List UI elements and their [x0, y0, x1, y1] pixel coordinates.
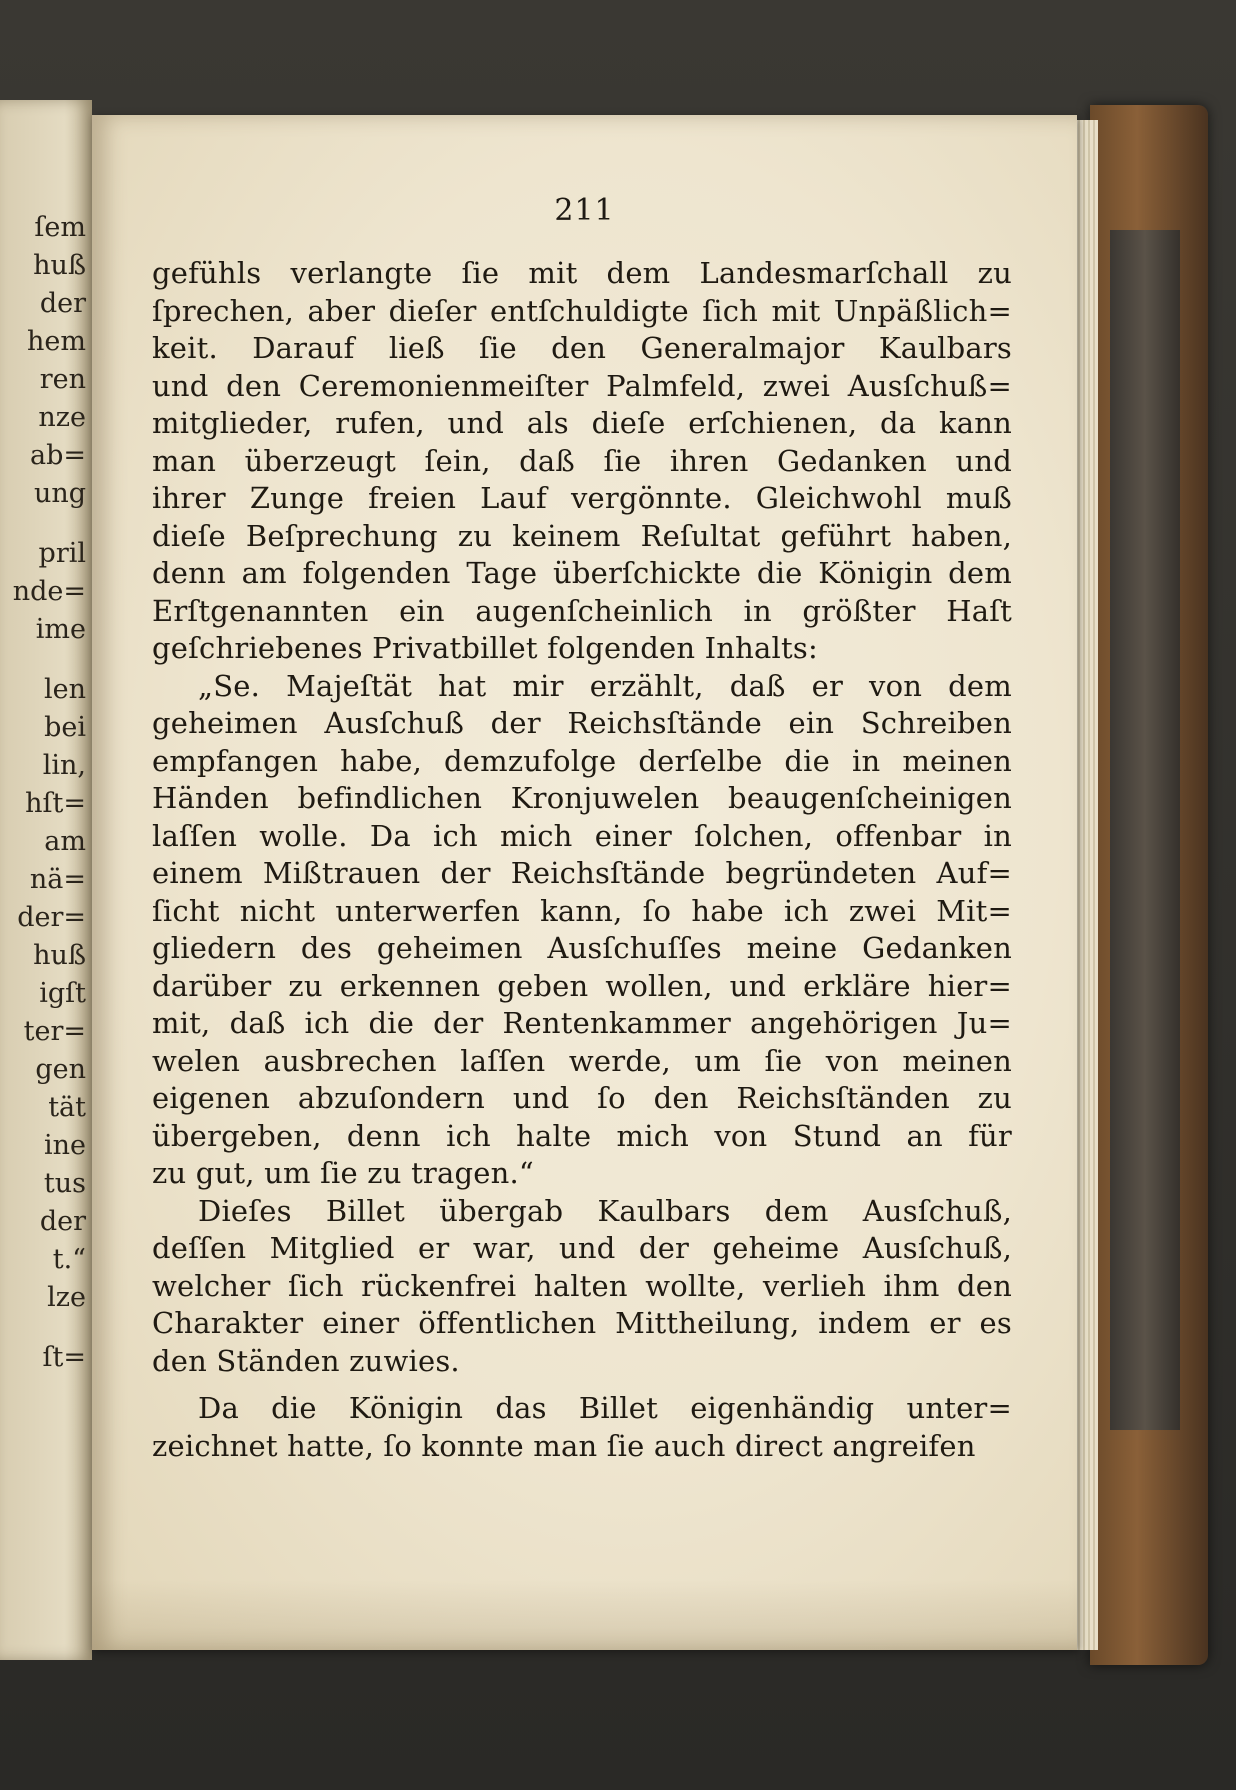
text-line: dieſe Beſprechung zu keinem Reſultat geführt haben, [152, 518, 1012, 553]
previous-page-fragment: gen [35, 1054, 86, 1085]
text-line: gefühls verlangte ſie mit dem Landesmarſchall zu [152, 256, 1012, 290]
text-line: deſſen Mitglied er war, und der geheime Ausſchuß, [152, 1231, 1012, 1265]
previous-page-fragment: igſt [39, 978, 86, 1009]
text-line: laſſen wolle. Da ich mich einer ſolchen, offenbar in [152, 818, 1012, 853]
previous-page-fragment: am [44, 826, 86, 857]
paragraph-gap [152, 1380, 1012, 1390]
previous-page-fragment: pril [38, 538, 86, 569]
previous-page-fragment: hem [27, 326, 86, 357]
previous-page-fragment: tus [43, 1168, 86, 1199]
previous-page-fragment: ſem [34, 212, 86, 243]
text-line: übergeben, denn ich halte mich von Stund an für [152, 1118, 1012, 1153]
text-line: welcher ſich rückenfrei halten wollte, verlieh ihm den [152, 1268, 1012, 1303]
previous-page-fragment: lze [47, 1282, 86, 1313]
previous-page-fragment: t.“ [52, 1244, 86, 1275]
previous-page-fragment: der= [17, 902, 86, 933]
previous-page-fragment: nä= [29, 864, 86, 895]
text-line: mitglieder, rufen, und als dieſe erſchienen, da kann [152, 406, 1012, 440]
text-line: geheimen Ausſchuß der Reichsſtände ein Schreiben [152, 706, 1012, 740]
text-line: geſchriebenes Privatbillet folgenden Inhalts: [152, 631, 818, 665]
text-line: empfangen habe, demzufolge derſelbe die in meinen [152, 743, 1012, 778]
text-line: ihrer Zunge freien Lauf vergönnte. Gleichwohl muß [152, 481, 1012, 515]
text-line: denn am folgenden Tage überſchickte die Königin dem [152, 556, 1012, 590]
previous-page-fragment: der [39, 288, 86, 319]
previous-page-fragment: huß [33, 940, 86, 971]
book-spine-cloth [1110, 230, 1180, 1430]
text-line: welen ausbrechen laſſen werde, um ſie von meinen [152, 1043, 1012, 1078]
previous-page-fragment: ab= [29, 440, 86, 471]
text-line: zeichnet hatte, ſo konnte man ſie auch direct angreifen [152, 1428, 976, 1463]
text-line: Charakter einer öffentlichen Mittheilung, indem er es [152, 1306, 1012, 1340]
previous-page-fragment: nze [38, 402, 86, 433]
text-line: gliedern des geheimen Ausſchuſſes meine Gedanken [152, 931, 1012, 965]
text-line: einem Mißtrauen der Reichsſtände begründeten Auf= [152, 856, 1012, 890]
previous-page-fragment: bei [44, 712, 86, 743]
previous-page-fragment: der [39, 1206, 86, 1237]
text-line: Dieſes Billet übergab Kaulbars dem Ausſchuß, [198, 1193, 1012, 1228]
text-line: Händen befindlichen Kronjuwelen beaugenſcheinigen [152, 781, 1012, 815]
text-line: Da die Königin das Billet eigenhändig unter= [198, 1391, 1012, 1425]
page-number: 211 [554, 193, 615, 228]
text-line: und den Ceremonienmeiſter Palmfeld, zwei Ausſchuß= [152, 368, 1012, 403]
previous-page-fragment: len [43, 674, 86, 705]
text-line: eigenen abzuſondern und ſo den Reichsſtänden zu [152, 1081, 1012, 1115]
previous-page-fragment: ren [39, 364, 86, 395]
previous-page-fragment: ſt= [42, 1342, 86, 1373]
previous-page-fragment: ung [33, 478, 86, 509]
page-text [152, 255, 1012, 1465]
previous-page-edge [0, 100, 92, 1660]
previous-page-fragment: nde= [12, 576, 86, 607]
text-line: den Ständen zuwies. [152, 1343, 460, 1378]
text-line: zu gut, um ſie zu tragen.“ [152, 1156, 534, 1190]
text-line: „Se. Majeſtät hat mir erzählt, daß er von dem [198, 668, 1012, 703]
previous-page-fragment: tät [48, 1092, 86, 1123]
text-line: ſicht nicht unterwerfen kann, ſo habe ich zwei Mit= [152, 893, 1012, 928]
previous-page-fragment: ime [35, 614, 86, 645]
text-line: keit. Darauf ließ ſie den Generalmajor Kaulbars [152, 331, 1012, 365]
previous-page-fragment: lin, [42, 750, 86, 781]
text-line: mit, daß ich die der Rentenkammer angehörigen Ju= [152, 1006, 1012, 1040]
previous-page-fragment: hſt= [25, 788, 86, 819]
previous-page-fragment: huß [33, 250, 86, 281]
previous-page-fragment: ter= [23, 1016, 86, 1047]
text-line: man überzeugt ſein, daß ſie ihren Gedanken und [152, 443, 1012, 478]
text-line: darüber zu erkennen geben wollen, und erkläre hier= [152, 968, 1012, 1003]
page-shadow [92, 1580, 1077, 1650]
text-line: Erſtgenannten ein augenſcheinlich in größter Haſt [152, 593, 1012, 628]
previous-page-fragment: ine [43, 1130, 86, 1161]
book-page [92, 115, 1077, 1650]
text-line: ſprechen, aber dieſer entſchuldigte ſich mit Unpäßlich= [152, 293, 1012, 328]
